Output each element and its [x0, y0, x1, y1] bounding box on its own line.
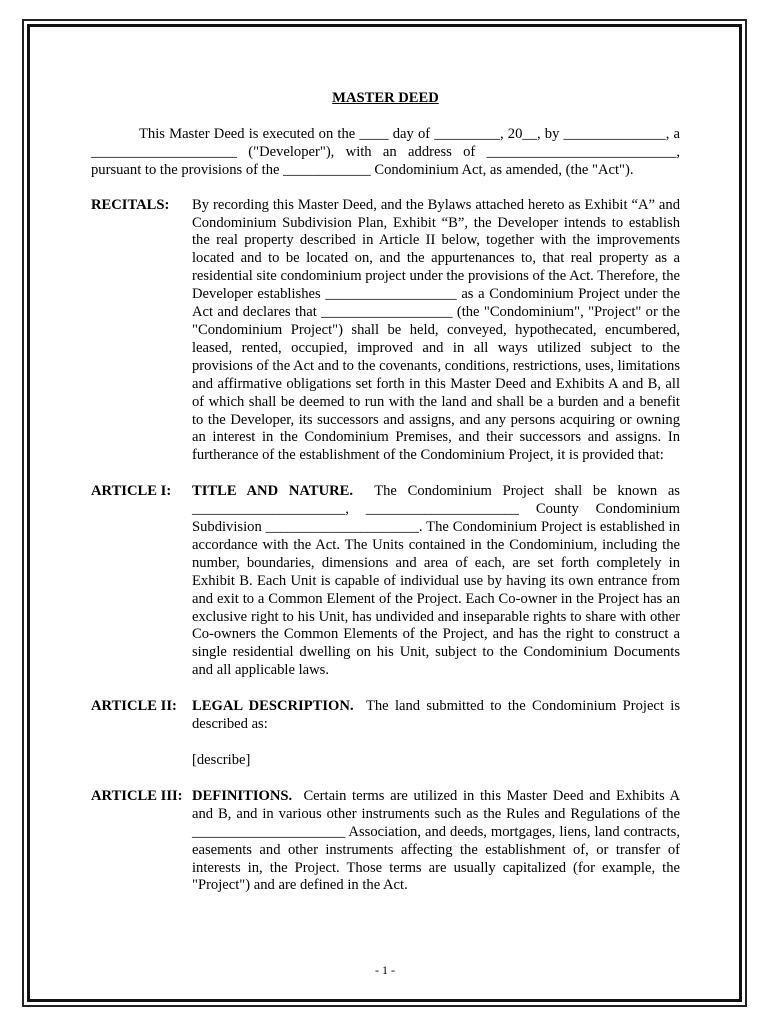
section-article-2 [91, 698, 680, 770]
section-heading: LEGAL DESCRIPTION. [192, 698, 354, 715]
section-content [192, 788, 680, 895]
section-recitals [91, 197, 680, 466]
intro-paragraph [91, 126, 680, 180]
document-page [91, 90, 680, 913]
section-label: RECITALS: [91, 196, 170, 213]
section-body: Certain terms are utilized in this Master Deed and Exhibits A and B, and in various other instruments such as the Rules and Regulations of the _____________________ Association, and deeds, mortgages, liens, land contracts, easements and other instruments affecting the establishment of, or transfer of interests in, the Project. Those terms are usually capitalized (for example, the "Project") and are defined in the Act. [192, 787, 680, 894]
section-label: ARTICLE II: [91, 698, 177, 715]
section-label: ARTICLE III: [91, 787, 183, 804]
document-title: MASTER DEED [332, 90, 439, 106]
section-heading: TITLE AND NATURE. [192, 483, 354, 500]
section-article-1 [91, 483, 680, 680]
section-body: The land submitted to the Condominium Project is described as: [192, 698, 680, 733]
section-body: The Condominium Project shall be known as _____________________, _____________________ County Condominium Subdivision _____________________. The Condominium Project is established in accordance with the Act. The Units contained in the Condominium, including the number, boundaries, dimensions and area of each, are set forth completely in Exhibit B. Each Unit is capable of individual use by having its own entrance from and exit to a Common Element of the Project. Each Co-owner in the Project has an exclusive right to his Unit, has undivided and inseparable rights to share with other Co-owners the Common Elements of the Project, and has the right to construct a single residential dwelling on his Unit, subject to the Condominium Documents and all applicable laws. [192, 483, 680, 679]
section-heading: DEFINITIONS. [192, 787, 293, 804]
legal-description-placeholder: [describe] [192, 752, 251, 768]
section-label: ARTICLE I: [91, 483, 172, 500]
section-content [192, 698, 680, 770]
section-content [192, 483, 680, 680]
intro-text: This Master Deed is executed on the ____ day of _________, 20__, by ______________, a ____________________ ("Developer"), with an address of __________________________, pursuant to the provisions of the ____________ Condominium Act, as amended, (the "Act"). [91, 125, 680, 178]
section-article-3 [91, 788, 680, 895]
page-number: - 1 - [375, 963, 395, 977]
section-body: By recording this Master Deed, and the Bylaws attached hereto as Exhibit “A” and Condominium Subdivision Plan, Exhibit “B”, the Developer intends to establish the real property described in Article II below, together with the improvements located and to be located on, and the appurtenances to, that real property as a residential site condominium project under the provisions of the Act. Therefore, the Developer establishes __________________ as a Condominium Project under the Act and declares that __________________ (the "Condominium", "Project" or the "Condominium Project") shall be held, conveyed, hypothecated, encumbered, leased, rented, occupied, improved and in all ways utilized subject to the provisions of the Act and to the covenants, conditions, restrictions, uses, limitations and affirmative obligations set forth in this Master Deed and Exhibits A and B, all of which shall be deemed to run with the land and shall be a burden and a benefit to the Developer, its successors and assigns, and any persons acquiring or owning an interest in the Condominium Premises, and their successors and assigns. In furtherance of the establishment of the Condominium Project, it is provided that: [192, 196, 680, 464]
